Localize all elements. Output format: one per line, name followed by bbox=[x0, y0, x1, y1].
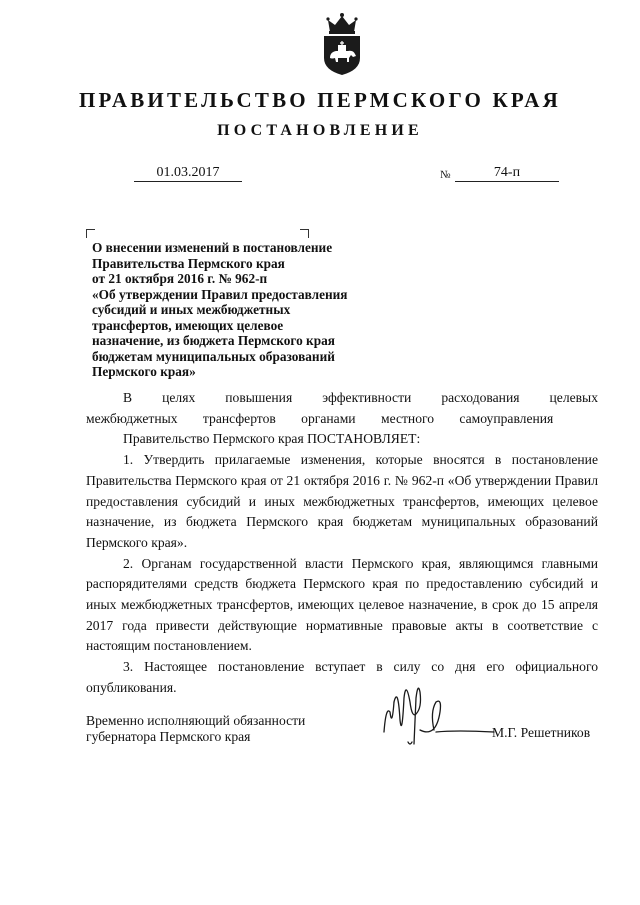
resolves-paragraph: Правительство Пермского края ПОСТАНОВЛЯЕТ: bbox=[123, 431, 421, 447]
document-date: 01.03.2017 bbox=[134, 165, 242, 182]
document-type: ПОСТАНОВЛЕНИЕ bbox=[217, 122, 423, 139]
subject-line: О внесении изменений в постановление bbox=[92, 240, 333, 255]
subject-line: Правительства Пермского края bbox=[92, 255, 285, 271]
signatory-title-line: Временно исполняющий обязанности bbox=[86, 713, 306, 728]
subject-line: назначение, из бюджета Пермского края bbox=[92, 333, 335, 348]
number-sign: № bbox=[440, 169, 451, 181]
coat-of-arms-icon bbox=[320, 12, 364, 76]
subject-line: от 21 октября 2016 г. № 962-п bbox=[92, 271, 268, 286]
government-title: ПРАВИТЕЛЬСТВО ПЕРМСКОГО КРАЯ bbox=[78, 88, 561, 112]
subject-line: бюджетам муниципальных образований bbox=[92, 348, 335, 364]
preamble-paragraph: В целях повышения эффективности расходования целевых межбюджетных трансфертов органами местного самоуправления bbox=[86, 390, 598, 426]
document-subject bbox=[92, 240, 392, 380]
item-paragraph: 1. Утвердить прилагаемые изменения, которые вносятся в постановление Правительства Пермского края от 21 октября 2016 г. № 962-п «Об утверждении Правил предоставления субсидий и иных межбюджетных трансфертов, имеющих целевое назначение, из бюджета Пермского края бюджетам муниципальных образований Пермского края». bbox=[86, 452, 598, 550]
signatory-name: М.Г. Решетников bbox=[492, 725, 591, 740]
item-paragraph: 3. Настоящее постановление вступает в силу со дня его официального опубликования. bbox=[86, 659, 598, 695]
subject-bracket-left bbox=[86, 229, 95, 238]
document-number: 74-п bbox=[455, 165, 559, 182]
document-body bbox=[86, 388, 598, 699]
subject-line: субсидий и иных межбюджетных bbox=[92, 302, 291, 317]
signatory-title-line: губернатора Пермского края bbox=[86, 728, 251, 744]
subject-line: трансфертов, имеющих целевое bbox=[92, 317, 284, 333]
subject-bracket-right bbox=[300, 229, 309, 238]
item-paragraph: 2. Органам государственной власти Пермского края, являющимся главными распорядителями средств бюджета Пермского края по предоставлению субсидий и иных межбюджетных трансфертов, имеющих целевое назначение, в срок до 15 апреля 2017 года привести действующие нормативные правовые акты в соответствие с настоящим постановлением. bbox=[86, 555, 598, 654]
subject-line: «Об утверждении Правил предоставления bbox=[92, 286, 348, 302]
subject-line: Пермского края» bbox=[92, 364, 196, 379]
signatory-title bbox=[86, 713, 346, 744]
